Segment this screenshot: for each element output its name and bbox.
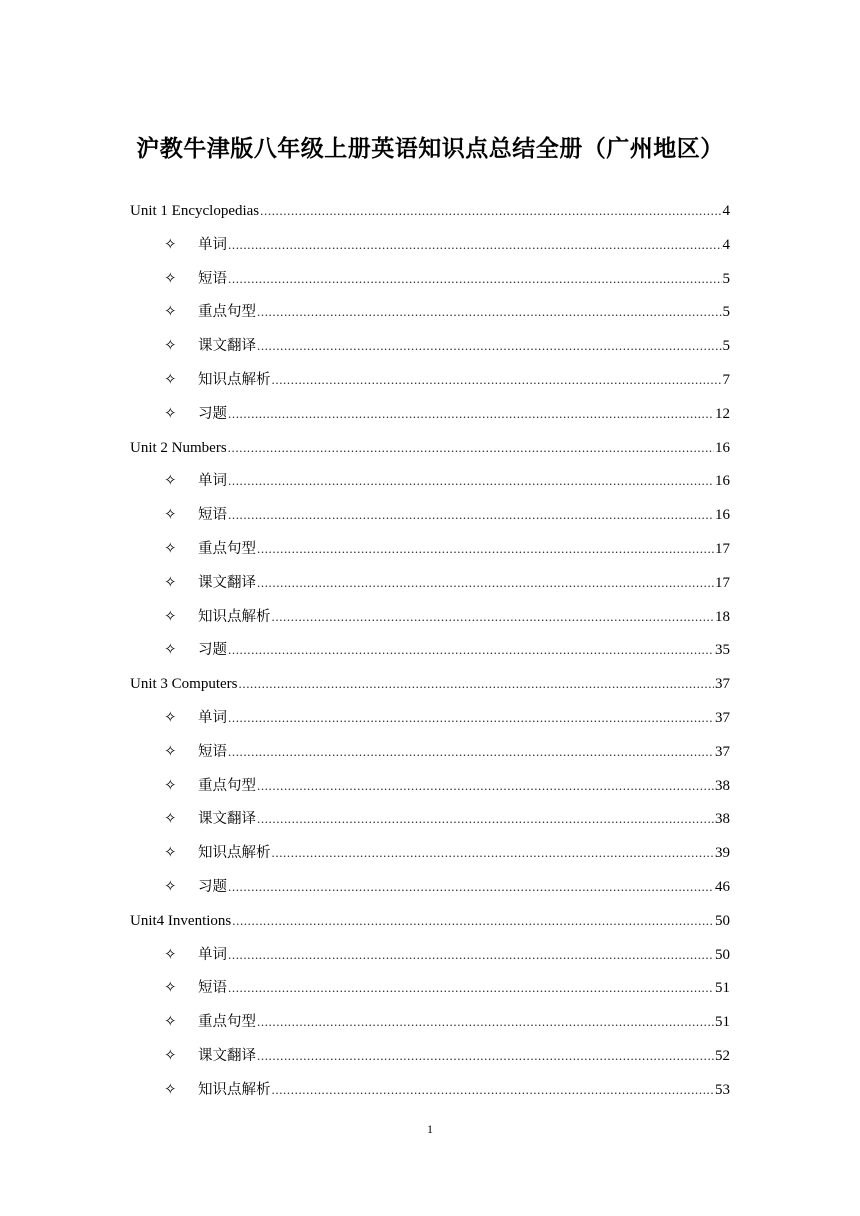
document-title: 沪教牛津版八年级上册英语知识点总结全册（广州地区） — [136, 136, 724, 162]
diamond-bullet-icon: ✧ — [164, 369, 177, 388]
toc-subentry[interactable] — [130, 938, 730, 972]
diamond-bullet-icon: ✧ — [164, 268, 177, 287]
toc-entry-label: 习题 — [198, 642, 227, 659]
dot-leader — [257, 329, 722, 363]
diamond-bullet-icon: ✧ — [164, 876, 177, 895]
toc-subentry[interactable] — [130, 464, 730, 498]
toc-entry-label: 短语 — [198, 270, 227, 287]
toc-entry-label: 单词 — [198, 946, 227, 963]
toc-subentry[interactable] — [130, 498, 730, 532]
dot-leader — [272, 363, 722, 397]
diamond-bullet-icon: ✧ — [164, 538, 177, 557]
dot-leader — [257, 295, 722, 329]
toc-entry-label: 短语 — [198, 743, 227, 760]
dot-leader — [257, 1005, 714, 1039]
diamond-bullet-icon: ✧ — [164, 1012, 177, 1031]
dot-leader — [228, 870, 714, 904]
toc-page-number: 46 — [715, 878, 730, 895]
toc-unit-entry[interactable] — [130, 904, 730, 938]
toc-subentry[interactable] — [130, 971, 730, 1005]
toc-page-number: 35 — [715, 642, 730, 659]
toc-subentry[interactable] — [130, 329, 730, 363]
toc-page-number: 16 — [715, 439, 730, 456]
diamond-bullet-icon: ✧ — [164, 775, 177, 794]
toc-page-number: 37 — [715, 743, 730, 760]
toc-subentry[interactable] — [130, 701, 730, 735]
toc-subentry[interactable] — [130, 1005, 730, 1039]
toc-entry-label: Unit 3 Computers — [130, 676, 238, 693]
diamond-bullet-icon: ✧ — [164, 741, 177, 760]
dot-leader — [228, 464, 714, 498]
diamond-bullet-icon: ✧ — [164, 640, 177, 659]
toc-subentry[interactable] — [130, 262, 730, 296]
dot-leader — [257, 532, 714, 566]
toc-page-number: 39 — [715, 845, 730, 862]
diamond-bullet-icon: ✧ — [164, 403, 177, 422]
toc-subentry[interactable] — [130, 769, 730, 803]
dot-leader — [228, 262, 722, 296]
diamond-bullet-icon: ✧ — [164, 1045, 177, 1064]
toc-entry-label: 课文翻译 — [198, 574, 256, 591]
toc-subentry[interactable] — [130, 1073, 730, 1107]
toc-page-number: 12 — [715, 405, 730, 422]
toc-page-number: 5 — [722, 338, 730, 355]
diamond-bullet-icon: ✧ — [164, 707, 177, 726]
dot-leader — [228, 431, 714, 465]
toc-entry-label: 短语 — [198, 980, 227, 997]
toc-entry-label: 短语 — [198, 507, 227, 524]
dot-leader — [272, 836, 715, 870]
toc-entry-label: 知识点解析 — [198, 371, 271, 388]
toc-entry-label: Unit 2 Numbers — [130, 439, 227, 456]
toc-entry-label: 习题 — [198, 405, 227, 422]
dot-leader — [239, 667, 715, 701]
toc-entry-label: 课文翻译 — [198, 811, 256, 828]
dot-leader — [257, 1039, 714, 1073]
toc-subentry[interactable] — [130, 1039, 730, 1073]
toc-subentry[interactable] — [130, 633, 730, 667]
dot-leader — [228, 397, 714, 431]
toc-page-number: 4 — [722, 203, 730, 219]
toc-subentry[interactable] — [130, 532, 730, 566]
diamond-bullet-icon: ✧ — [164, 1079, 177, 1098]
dot-leader — [228, 633, 714, 667]
toc-subentry[interactable] — [130, 566, 730, 600]
toc-entry-label: 重点句型 — [198, 777, 256, 794]
toc-page-number: 4 — [722, 236, 730, 253]
dot-leader — [257, 769, 714, 803]
toc-entry-label: 课文翻译 — [198, 1047, 256, 1064]
toc-page-number: 17 — [715, 574, 730, 591]
toc-page-number: 50 — [715, 946, 730, 963]
toc-page-number: 50 — [715, 912, 730, 929]
toc-page-number: 51 — [715, 1014, 730, 1031]
toc-entry-label: 单词 — [198, 709, 227, 726]
toc-subentry[interactable] — [130, 600, 730, 634]
table-of-contents — [130, 194, 730, 1107]
diamond-bullet-icon: ✧ — [164, 944, 177, 963]
dot-leader — [228, 701, 714, 735]
dot-leader — [257, 566, 714, 600]
toc-unit-entry[interactable] — [130, 431, 730, 465]
toc-subentry[interactable] — [130, 228, 730, 262]
toc-subentry[interactable] — [130, 870, 730, 904]
dot-leader — [228, 735, 714, 769]
dot-leader — [272, 600, 715, 634]
toc-page-number: 37 — [715, 676, 730, 693]
toc-entry-label: 重点句型 — [198, 1014, 256, 1031]
toc-entry-label: 课文翻译 — [198, 338, 256, 355]
toc-subentry[interactable] — [130, 735, 730, 769]
dot-leader — [260, 194, 721, 228]
toc-page-number: 16 — [715, 507, 730, 524]
toc-entry-label: 知识点解析 — [198, 1081, 271, 1098]
toc-unit-entry[interactable] — [130, 194, 730, 228]
toc-page-number: 38 — [715, 811, 730, 828]
toc-page-number: 18 — [715, 608, 730, 625]
toc-entry-label: 知识点解析 — [198, 845, 271, 862]
toc-page-number: 16 — [715, 473, 730, 490]
diamond-bullet-icon: ✧ — [164, 572, 177, 591]
dot-leader — [228, 498, 714, 532]
toc-page-number: 53 — [715, 1081, 730, 1098]
toc-page-number: 7 — [722, 371, 730, 388]
toc-entry-label: Unit4 Inventions — [130, 912, 232, 929]
toc-entry-label: 习题 — [198, 878, 227, 895]
toc-page-number: 51 — [715, 980, 730, 997]
diamond-bullet-icon: ✧ — [164, 809, 177, 828]
toc-page-number: 38 — [715, 777, 730, 794]
toc-subentry[interactable] — [130, 295, 730, 329]
dot-leader — [232, 904, 714, 938]
diamond-bullet-icon: ✧ — [164, 606, 177, 625]
diamond-bullet-icon: ✧ — [164, 234, 177, 253]
toc-subentry[interactable] — [130, 802, 730, 836]
diamond-bullet-icon: ✧ — [164, 978, 177, 997]
dot-leader — [228, 971, 714, 1005]
toc-subentry[interactable] — [130, 836, 730, 870]
toc-page-number: 5 — [722, 304, 730, 321]
dot-leader — [228, 938, 714, 972]
dot-leader — [272, 1073, 715, 1107]
diamond-bullet-icon: ✧ — [164, 505, 177, 524]
dot-leader — [228, 228, 722, 262]
diamond-bullet-icon: ✧ — [164, 471, 177, 490]
toc-subentry[interactable] — [130, 363, 730, 397]
toc-page-number: 17 — [715, 540, 730, 557]
dot-leader — [257, 802, 714, 836]
toc-entry-label: 知识点解析 — [198, 608, 271, 625]
toc-page-number: 37 — [715, 709, 730, 726]
diamond-bullet-icon: ✧ — [164, 302, 177, 321]
toc-page-number: 52 — [715, 1047, 730, 1064]
toc-entry-label: Unit 1 Encyclopedias — [130, 203, 260, 219]
toc-unit-entry[interactable] — [130, 667, 730, 701]
toc-entry-label: 单词 — [198, 236, 227, 253]
toc-entry-label: 单词 — [198, 473, 227, 490]
toc-subentry[interactable] — [130, 397, 730, 431]
page-number-footer: 1 — [427, 1122, 433, 1136]
diamond-bullet-icon: ✧ — [164, 336, 177, 355]
toc-entry-label: 重点句型 — [198, 540, 256, 557]
diamond-bullet-icon: ✧ — [164, 843, 177, 862]
toc-page-number: 5 — [722, 270, 730, 287]
toc-entry-label: 重点句型 — [198, 304, 256, 321]
